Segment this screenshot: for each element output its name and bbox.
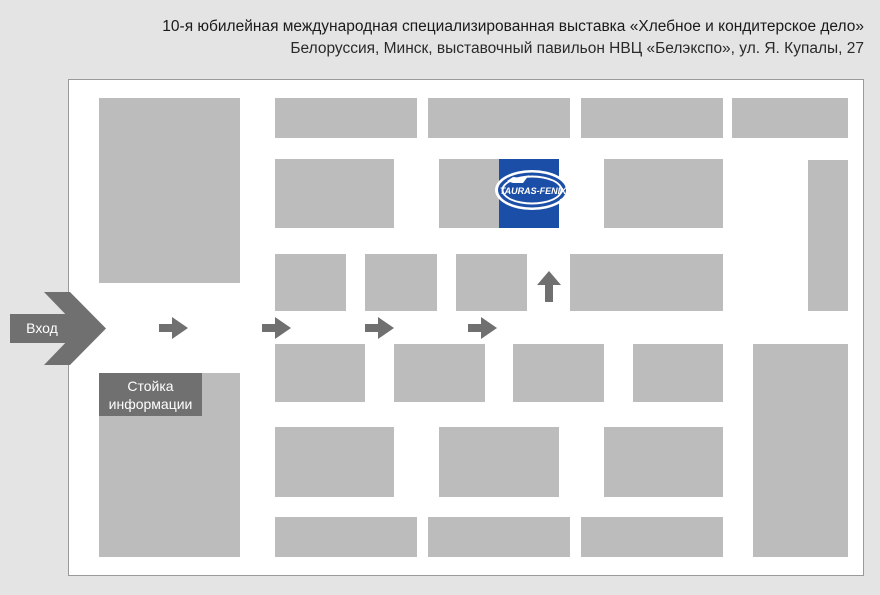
info-desk[interactable]: Стойка информации (99, 373, 202, 416)
exhibition-title: 10-я юбилейная международная специализированная выставка «Хлебное и кондитерское дело» (162, 18, 864, 35)
booth (428, 517, 570, 557)
booth (275, 344, 365, 402)
booth (275, 254, 346, 311)
booth (275, 159, 394, 228)
booth (275, 517, 417, 557)
booth (456, 254, 527, 311)
exhibitor-logo-icon (493, 167, 571, 213)
booth (581, 517, 723, 557)
arrow-right-icon (365, 317, 395, 339)
exhibitor-logo-text: TAURAS-FENIX (499, 186, 567, 196)
booth (753, 344, 848, 557)
booth (275, 98, 417, 138)
booth (732, 98, 848, 138)
booth (99, 98, 240, 283)
arrow-right-icon (159, 317, 189, 339)
booth (275, 427, 394, 497)
booth (808, 160, 848, 311)
booth (604, 159, 723, 228)
exhibition-address: Белоруссия, Минск, выставочный павильон НВЦ «Белэкспо», ул. Я. Купалы, 27 (290, 40, 864, 57)
entrance-label: Вход (26, 320, 58, 336)
booth (513, 344, 604, 402)
booth (428, 98, 570, 138)
booth (439, 427, 559, 497)
arrow-up-icon (537, 271, 561, 302)
booth (604, 427, 723, 497)
arrow-right-icon (468, 317, 498, 339)
booth (439, 159, 499, 228)
page-header (162, 16, 864, 60)
arrow-right-icon (262, 317, 292, 339)
booth (394, 344, 485, 402)
booth (570, 254, 723, 311)
booth (581, 98, 723, 138)
booth (365, 254, 437, 311)
booth (633, 344, 723, 402)
